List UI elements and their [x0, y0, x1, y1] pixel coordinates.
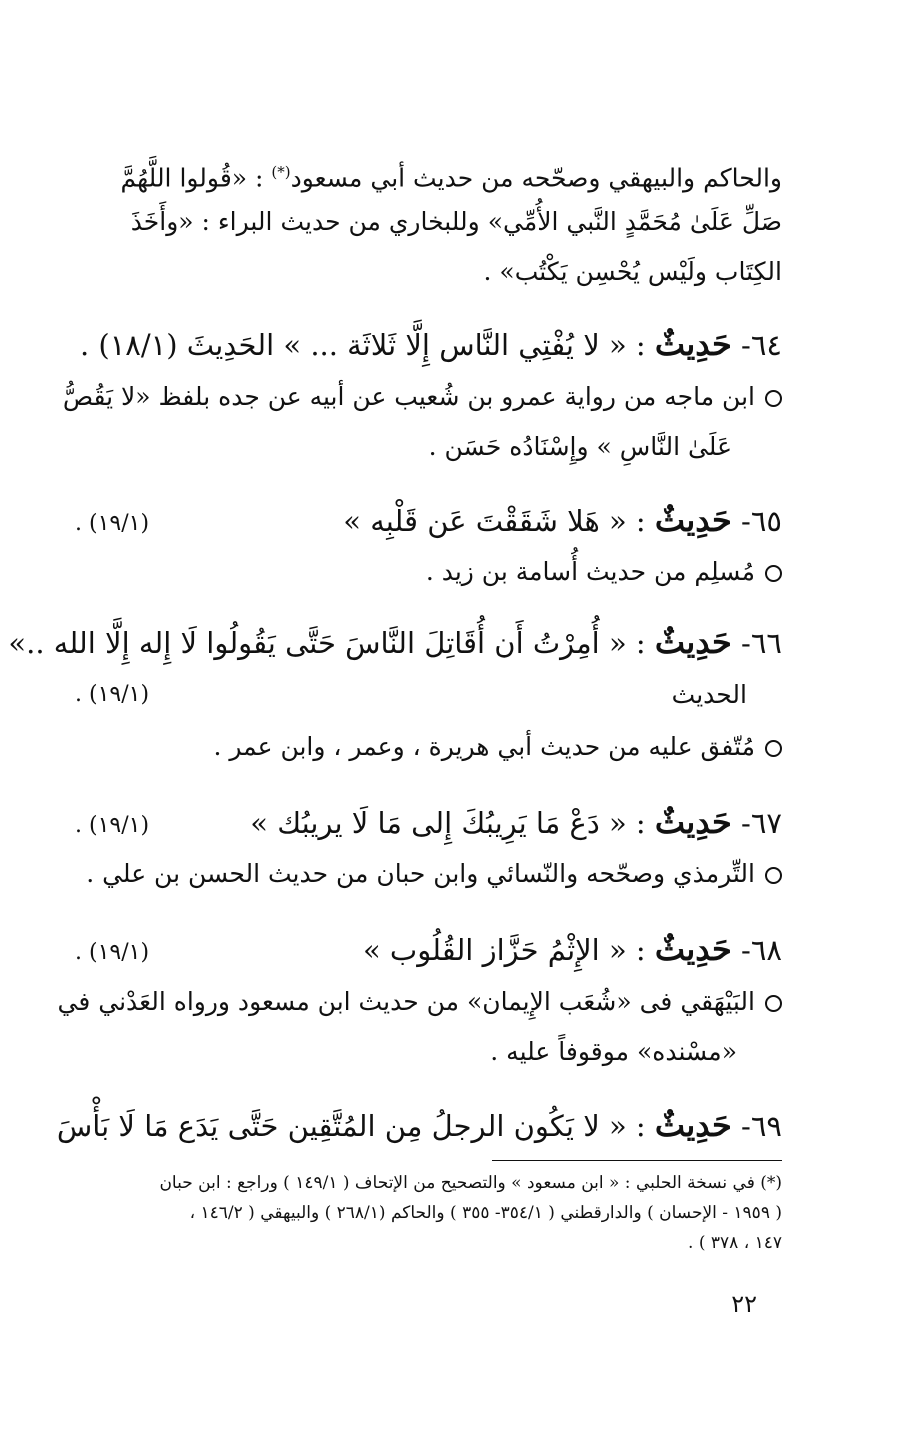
hadith-text: : « لا يَكُون الرجلُ مِن المُتَّقِين حَتَّى يَدَع مَا لَا بَأْسَ — [56, 1109, 655, 1143]
note-text: التِّرمذي وصحّحه والنّسائي وابن حبان من حديث الحسن بن علي . — [86, 859, 755, 888]
hadith-word: حَدِيثٌ — [654, 623, 732, 661]
hadith-word: حَدِيثٌ — [654, 803, 732, 841]
hadith-66-note-1 — [75, 725, 782, 769]
hadith-reference: (١٩/١) . — [75, 813, 150, 838]
hadith-text: : « الإِثْمُ حَزَّاز القُلُوب » — [362, 933, 655, 967]
hadith-word: حَدِيثٌ — [654, 1106, 732, 1144]
hadith-65-note-1 — [75, 550, 782, 594]
footnote-line-1: (*) في نسخة الحلبي : « ابن مسعود » والتصحيح من الإتحاف ( ١٤٩/١ ) وراجع : ابن حبان — [159, 1173, 782, 1193]
hadith-word: حَدِيثٌ — [654, 501, 732, 539]
intro-text: والحاكم والبيهقي وصحّحه من حديث أبي مسعود — [290, 163, 782, 193]
footnote-line-2: ( ١٩٥٩ - الإحسان ) والدارقطني ( ٣٥٤/١- ٣٥٥ ) والحاكم (٢٦٨/١ ) والبيهقي ( ١٤٦/٢ ، — [189, 1203, 782, 1223]
note-text: البَيْهَقي فى «شُعَب الإِيمان» من حديث ابن مسعود ورواه العَدْني في — [57, 987, 755, 1016]
hadith-number: ٦٦- — [741, 626, 782, 660]
circle-bullet-icon — [765, 390, 782, 407]
footnote-marker: (*) — [271, 163, 291, 181]
hadith-word: حَدِيثٌ — [654, 325, 732, 363]
hadith-text-continued: الحديث — [671, 680, 747, 709]
circle-bullet-icon — [765, 995, 782, 1012]
hadith-number: ٦٨- — [741, 933, 782, 967]
hadith-69-heading — [56, 1103, 782, 1148]
hadith-number: ٦٤- — [741, 328, 782, 362]
intro-line-3: الكِتَاب ولَيْس يُحْسِن يَكْتُب» . — [483, 257, 782, 286]
page-number: ٢٢ — [731, 1290, 757, 1318]
note-text: مُسلِم من حديث أُسامة بن زيد . — [425, 557, 755, 586]
hadith-67-note-1 — [75, 852, 782, 896]
hadith-text: : « أُمِرْتُ أَن أُقَاتِلَ النَّاسَ حَتَّى يَقُولُوا لَا إِله إِلَّا الله ..» — [8, 626, 655, 660]
hadith-64-note-2: عَلَىٰ النَّاسِ » وإِسْنَادُه حَسَن . — [428, 432, 732, 461]
hadith-64-heading — [75, 322, 782, 367]
footnote-line-3: ١٤٧ ، ٣٧٨ ) . — [688, 1233, 782, 1253]
hadith-68-note-2: «مسْنده» موقوفاً عليه . — [490, 1037, 737, 1066]
note-text: ابن ماجه من رواية عمرو بن شُعيب عن أبيه عن جده بلفظ «لا يَقُصُّ — [62, 382, 755, 411]
footnote-divider — [492, 1160, 782, 1161]
note-text: مُتّفق عليه من حديث أبي هريرة ، وعمر ، وابن عمر . — [213, 732, 755, 761]
hadith-number: ٦٧- — [741, 806, 782, 840]
hadith-text: : « لا يُفْتِي النَّاس إِلَّا ثَلاثَة ... » الحَدِيثَ (١٨/١) . — [79, 328, 655, 362]
hadith-number: ٦٥- — [741, 504, 782, 538]
hadith-67-heading — [75, 800, 782, 845]
hadith-text: : « هَلا شَقَقْتَ عَن قَلْبِه » — [343, 504, 655, 538]
intro-line-2: صَلِّ عَلَىٰ مُحَمَّدٍ النَّبي الأُمِّي» وللبخاري من حديث البراء : «وأَخَذَ — [130, 207, 782, 236]
hadith-reference: (١٩/١) . — [75, 511, 150, 536]
hadith-word: حَدِيثٌ — [654, 930, 732, 968]
hadith-66-heading — [8, 620, 782, 665]
hadith-text: : « دَعْ مَا يَرِيبُكَ إِلى مَا لَا يريبُك » — [250, 806, 655, 840]
circle-bullet-icon — [765, 867, 782, 884]
hadith-reference: (١٩/١) . — [75, 940, 150, 965]
hadith-66-line-2 — [75, 673, 747, 717]
hadith-65-heading — [75, 498, 782, 543]
intro-text: : «قُولوا اللَّهُمَّ — [120, 163, 272, 193]
hadith-number: ٦٩- — [741, 1109, 782, 1143]
hadith-68-heading — [75, 927, 782, 972]
intro-line-1 — [75, 150, 782, 200]
circle-bullet-icon — [765, 740, 782, 757]
circle-bullet-icon — [765, 565, 782, 582]
hadith-68-note-1 — [57, 980, 782, 1024]
hadith-64-note-1 — [62, 375, 782, 419]
hadith-reference: (١٩/١) . — [75, 682, 150, 707]
